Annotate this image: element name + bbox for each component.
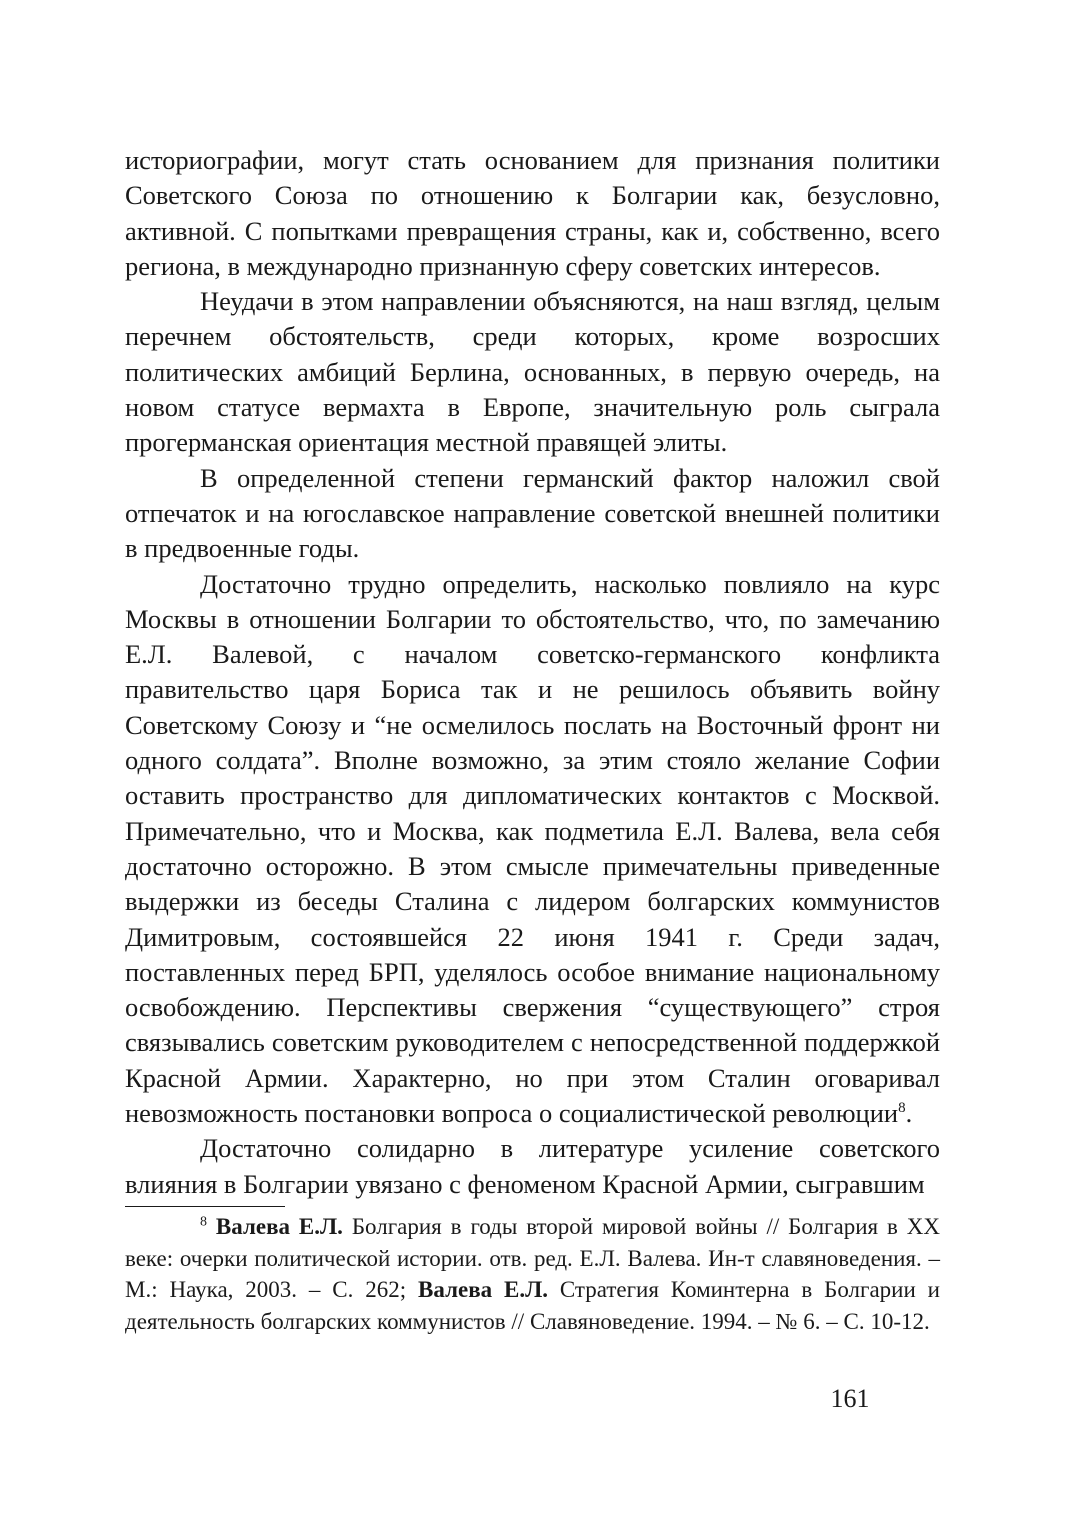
paragraph-3: В определенной степени германский фактор наложил свой отпечаток и на югославское направление советской внешней политики в предвоенные годы. — [125, 462, 940, 564]
footnote — [125, 1211, 940, 1337]
footnote-author-2: Валева Е.Л. — [418, 1277, 548, 1302]
footnote-text-1: Болгария в годы второй мировой войны // Болгария в ХХ веке: очерки политической истории. отв. ред. Е.Л. Валева. Ин-т славяноведения. – М.: Наука, 2003. – С. 262; — [125, 1214, 940, 1302]
paragraph-1: историографии, могут стать основанием для признания политики Советского Союза по отношению к Болгарии как, безусловно, активной. С попытками превращения страны, как и, собственно, всего региона, в международно признанную сферу советских интересов. — [125, 145, 940, 281]
paragraph-2: Неудачи в этом направлении объясняются, на наш взгляд, целым перечнем обстоятельств, среди которых, кроме возросших политических амбиций Берлина, основанных, в первую очередь, на новом статусе вермахта в Европе, значительную роль сыграла прогерманская ориентация местной правящей элиты. — [125, 286, 940, 458]
paragraph-4-end: . — [905, 1098, 913, 1129]
footnote-reference[interactable]: 8 — [898, 1100, 906, 1117]
page-number: 161 — [830, 1384, 870, 1413]
paragraph-5: Достаточно солидарно в литературе усиление советского влияния в Болгарии увязано с феноменом Красной Армии, сыгравшим — [125, 1133, 940, 1199]
footnote-number: 8 — [200, 1214, 207, 1230]
footnote-separator — [125, 1206, 285, 1207]
main-text — [125, 143, 940, 1202]
footnote-text — [125, 1211, 940, 1337]
paragraph-4-text: Достаточно трудно определить, насколько повлияло на курс Москвы в отношении Болгарии то обстоятельство, что, по замечанию Е.Л. Валевой, с началом советско-германского конфликта правительство царя Бориса так и не решилось объявить войну Советскому Союзу и “не осмелилось послать на Восточный фронт ни одного солдата”. Вполне возможно, за этим стояло желание Софии оставить пространство для дипломатических контактов с Москвой. Примечательно, что и Москва, как подметила Е.Л. Валева, вела себя достаточно осторожно. В этом смысле примечательны приведенные выдержки из беседы Сталина с лидером болгарских коммунистов Димитровым, состоявшейся 22 июня 1941 г. Среди задач, поставленных перед БРП, уделялось особое внимание национальному освобождению. Перспективы свержения “существующего” строя связывались советским руководителем с непосредственной поддержкой Красной Армии. Характерно, но при этом Сталин оговаривал невозможность постановки вопроса о социалистической революции — [125, 568, 940, 1129]
footnote-text-2: Стратегия Коминтерна в Болгарии и деятельность болгарских коммунистов // Славяноведение. 1994. – № 6. – С. 10-12. — [125, 1277, 940, 1334]
footnote-author-1: Валева Е.Л. — [215, 1214, 343, 1239]
paragraph-4 — [125, 567, 940, 1132]
